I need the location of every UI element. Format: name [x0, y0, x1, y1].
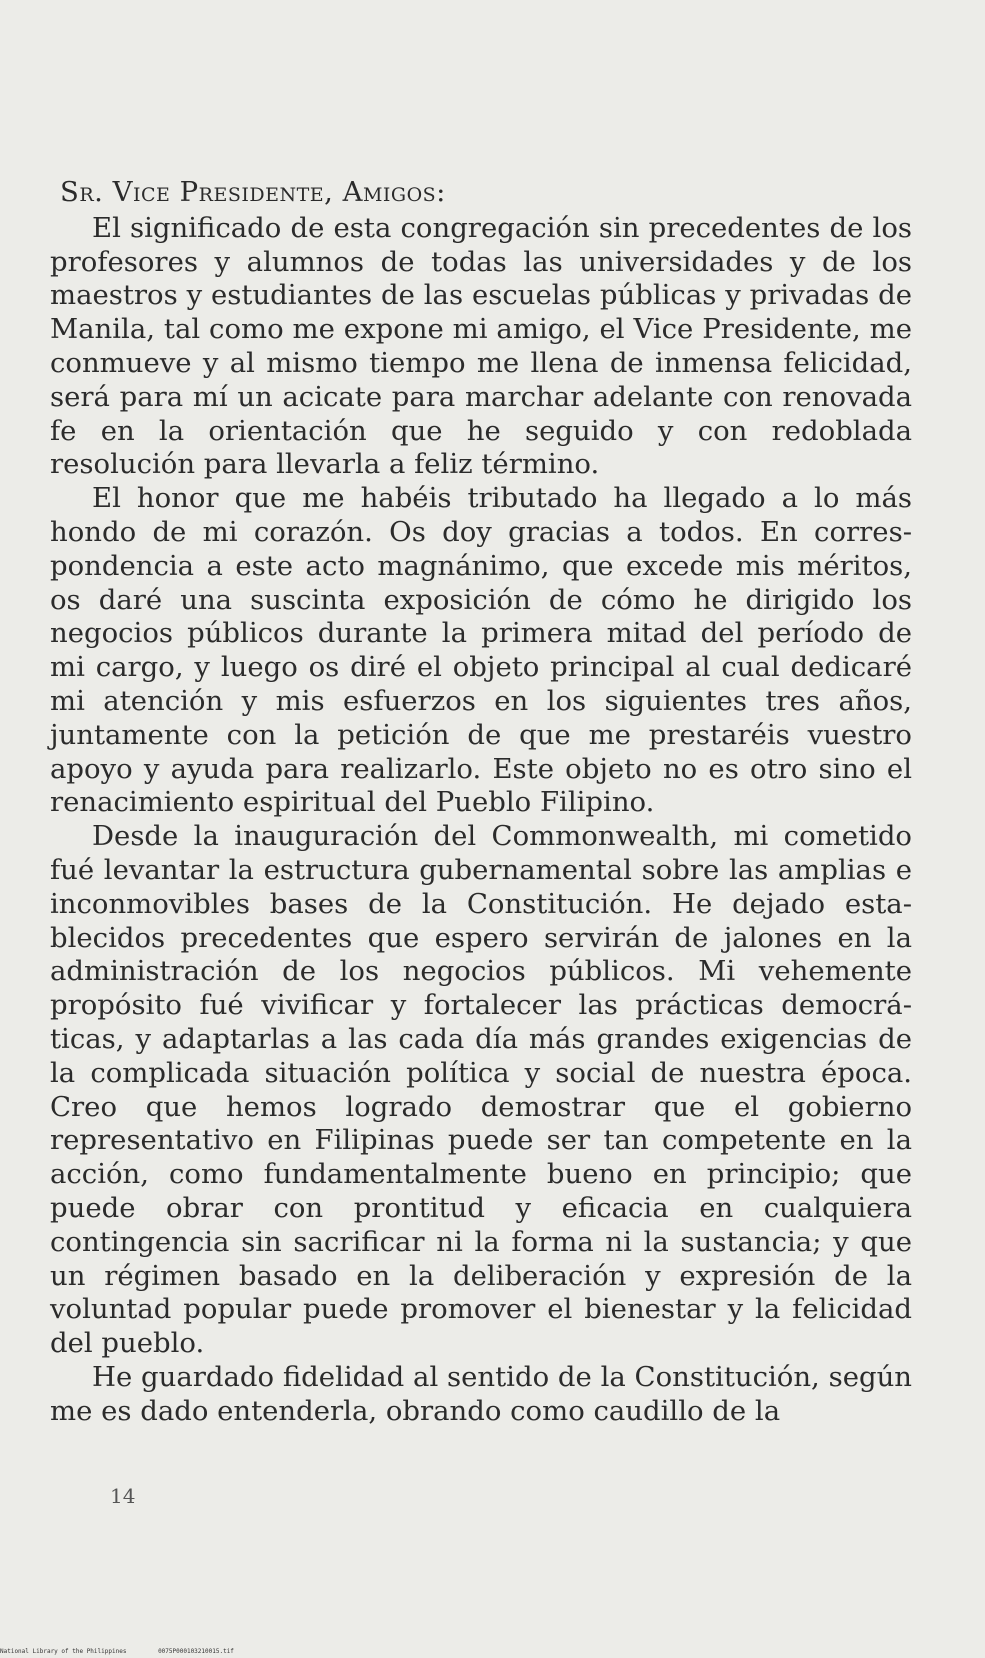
salutation: Sr. Vice Presidente, Amigos:: [60, 176, 446, 208]
paragraph-3: Desde la inauguración del Commonwealth, mi cometido fué levantar la estructura gubernamental sobre las amplias e inconmovibles bases de la Constitución. He dejado establecidos precedentes que espero servirán de jalones en la administración de los negocios públicos. Mi vehemente propósito fué vivificar y fortalecer las prácticas democráticas, y adaptarlas a las cada día más grandes exigencias de la complicada situación política y social de nuestra época. Creo que hemos logrado demostrar que el gobierno representativo en Filipinas puede ser tan competente en la acción, como fundamentalmente bueno en principio; que puede obrar con prontitud y eficacia en cualquiera contingencia sin sacrificar ni la forma ni la sustancia; y que un régimen basado en la deliberación y expresión de la voluntad popular puede promover el bienestar y la felicidad del pueblo.: [50, 820, 912, 1360]
paragraph-1: El significado de esta congregación sin precedentes de los profesores y alumnos de todas las universidades y de los maestros y estudiantes de las escuelas públicas y privadas de Manila, tal como me expone mi amigo, el Vice Presidente, me conmueve y al mismo tiempo me llena de inmensa felicidad, será para mí un acicate para marchar adelante con renovada fe en la orientación que he seguido y con redoblada resolución para llevarla a feliz término.: [50, 211, 912, 481]
body-text: [50, 176, 912, 1428]
scan-footer: [0, 1648, 985, 1655]
page-number: 14: [110, 1484, 136, 1508]
paragraph-2: El honor que me habéis tributado ha llegado a lo más hondo de mi corazón. Os doy gracias a todos. En correspondencia a este acto magnánimo, que excede mis méritos, os daré una suscinta exposición de cómo he dirigido los negocios públicos durante la primera mitad del período de mi cargo, y luego os diré el objeto principal al cual dedicaré mi atención y mis esfuerzos en los siguientes tres años, juntamente con la petición de que me prestaréis vuestro apoyo y ayuda para realizarlo. Este objeto no es otro sino el renacimiento espiritual del Pueblo Filipino.: [50, 482, 912, 819]
footer-file-id: 0075P000103210015.tif: [158, 1648, 234, 1655]
footer-library: National Library of the Philippines: [0, 1648, 127, 1655]
paragraph-4: He guardado fidelidad al sentido de la Constitución, según me es dado entenderla, obrando como caudillo de la: [50, 1360, 912, 1427]
